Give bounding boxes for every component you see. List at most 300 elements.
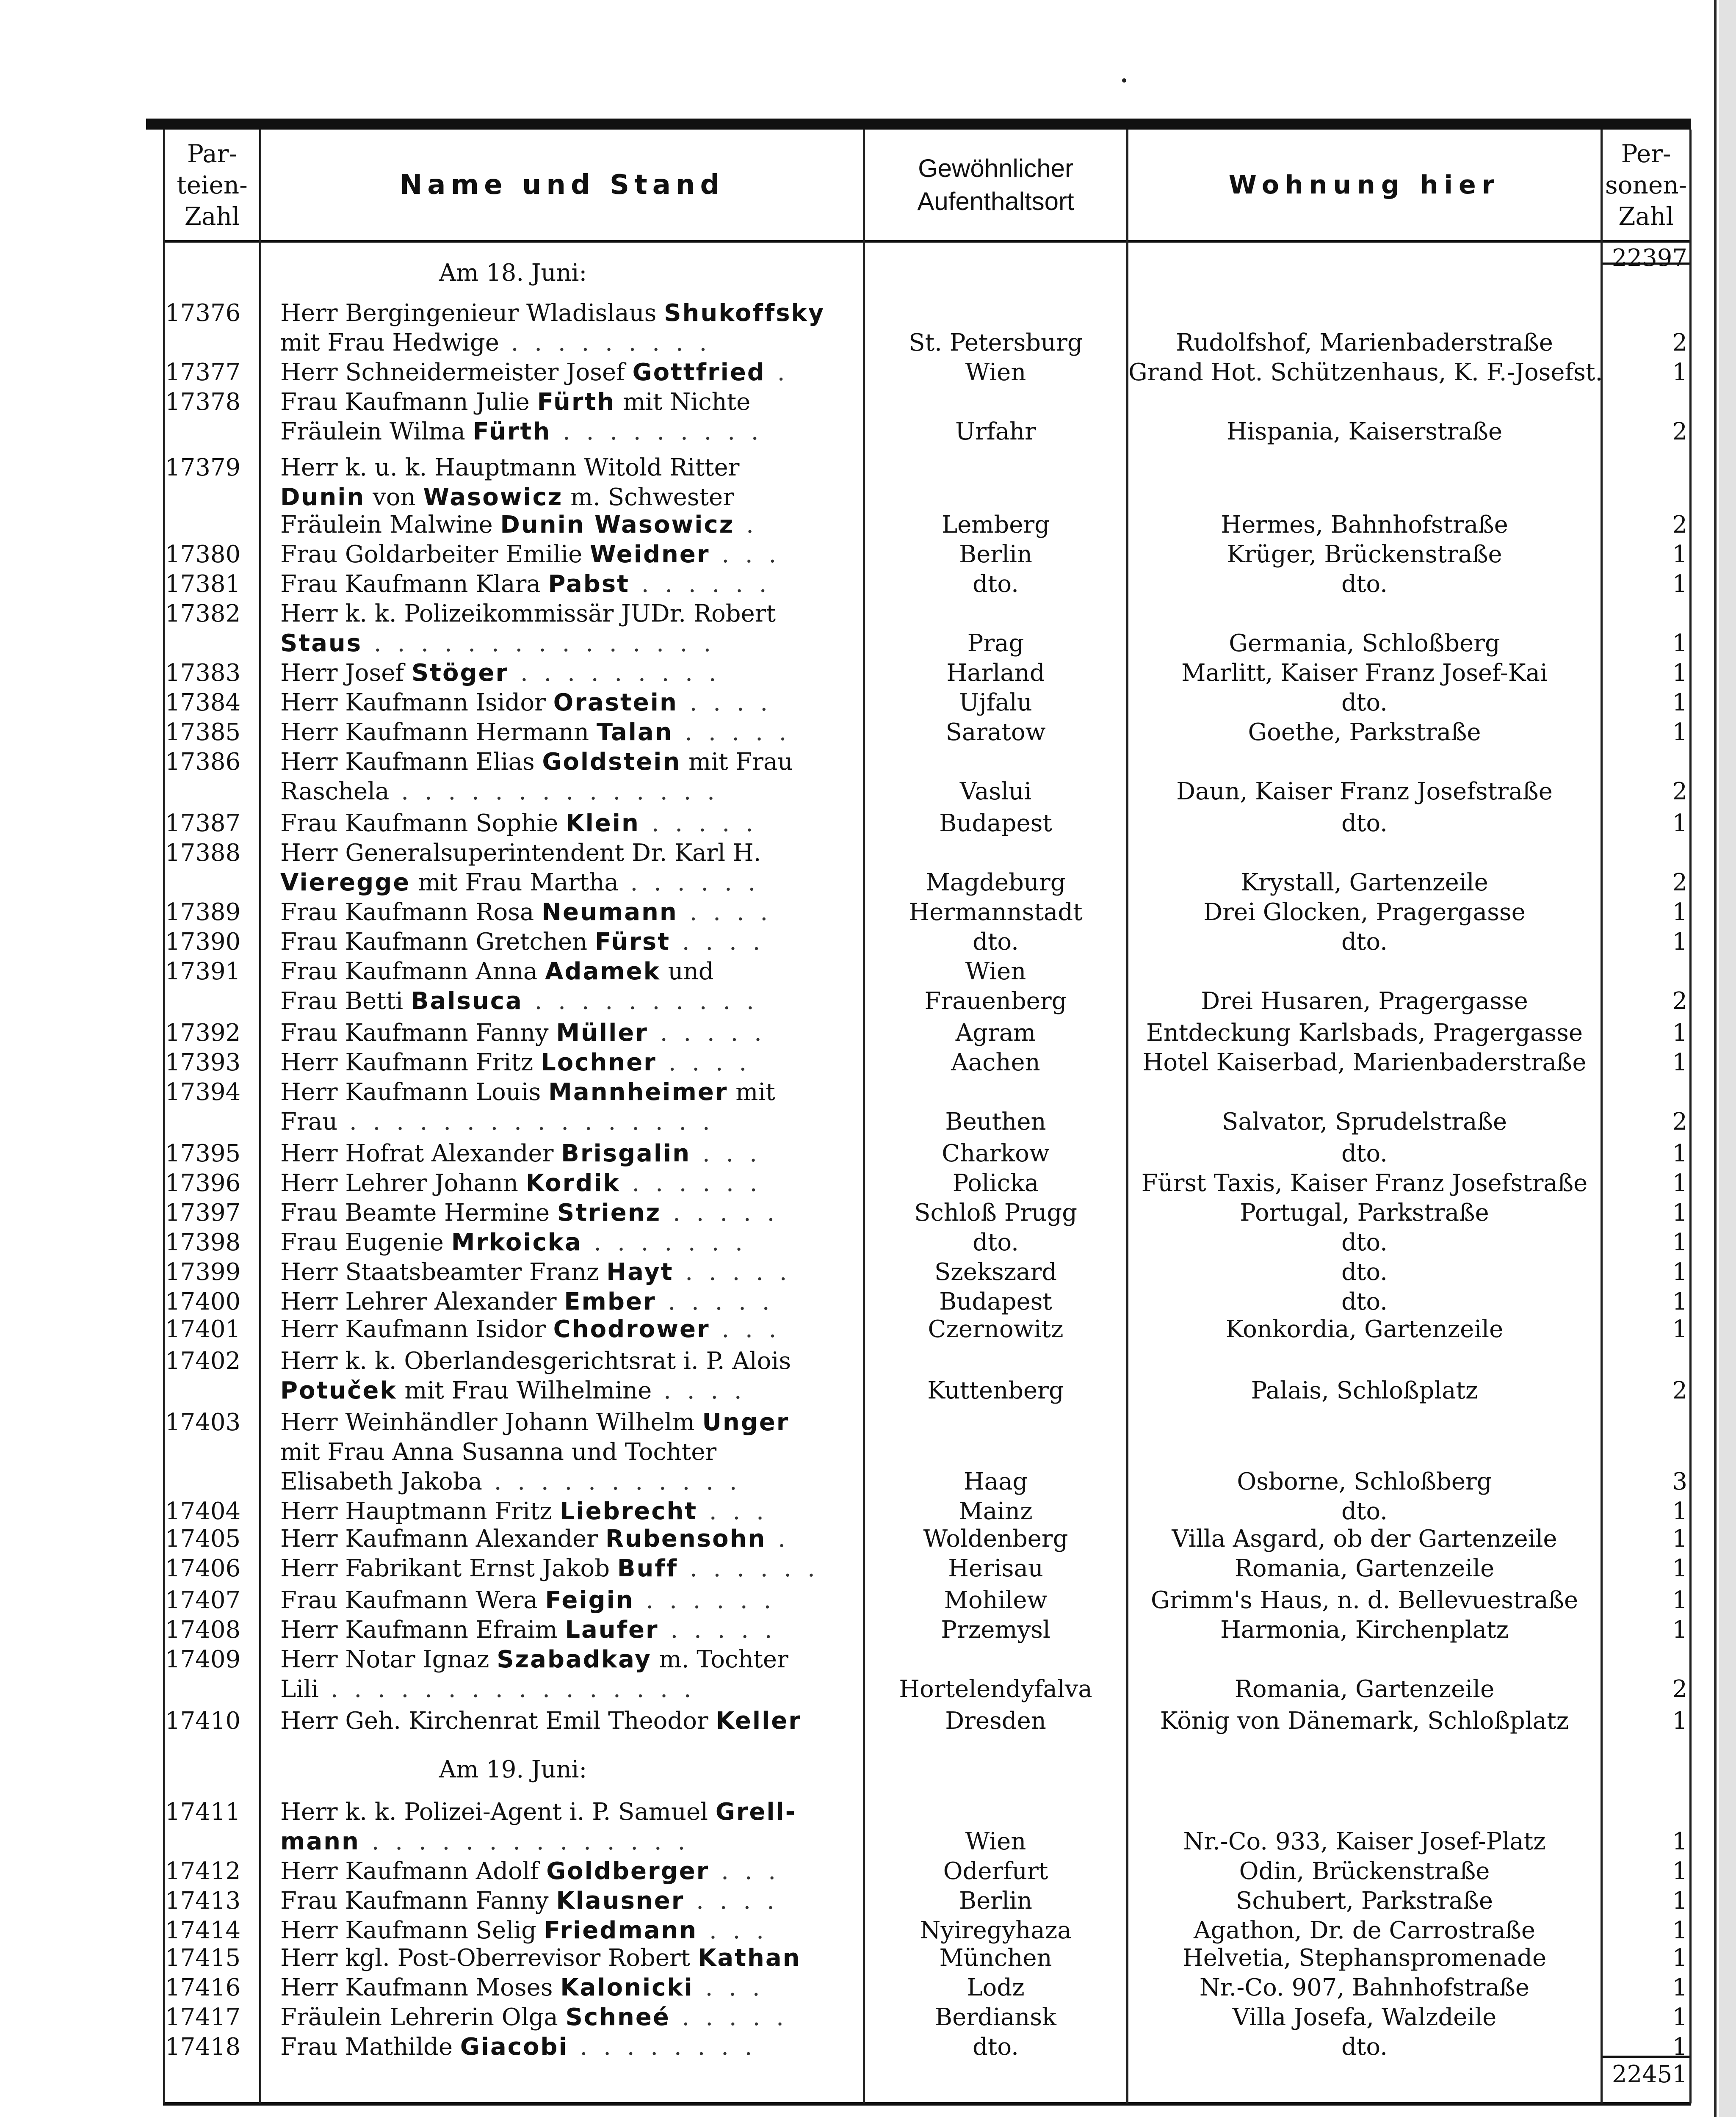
guest-name: Staus . . . . . . . . . . . . . . . [280, 630, 716, 657]
party-number: 17390 [165, 928, 241, 956]
origin: Aachen [951, 1049, 1040, 1076]
guest-name: Dunin von Wasowicz m. Schwester [280, 484, 734, 511]
entry-row [163, 1408, 1691, 1437]
header-rule [163, 240, 1691, 243]
party-number: 17377 [165, 359, 241, 386]
party-number: 17381 [165, 570, 241, 598]
party-number: 17384 [165, 689, 241, 716]
guest-name: Frau Eugenie Mrkoicka . . . . . . . [280, 1229, 747, 1256]
entry-row [163, 1107, 1691, 1137]
person-count: 1 [1672, 1288, 1687, 1316]
origin: Berlin [959, 1887, 1032, 1915]
entry-row [163, 1706, 1691, 1736]
guest-name: Fräulein Lehrerin Olga Schneé . . . . . [280, 2004, 788, 2031]
lodging: Odin, Brückenstraße [1239, 1857, 1490, 1885]
origin: Policka [952, 1169, 1039, 1197]
entry-row [163, 1497, 1691, 1526]
entry-row [163, 898, 1691, 927]
origin: Prag [967, 630, 1024, 657]
party-number: 17394 [165, 1078, 241, 1106]
guest-name: Herr Kaufmann Efraim Laufer . . . . . [280, 1616, 777, 1644]
entry-row [163, 747, 1691, 777]
lodging: Salvator, Sprudelstraße [1222, 1108, 1507, 1136]
guest-name: Frau Goldarbeiter Emilie Weidner . . . [280, 541, 781, 568]
guest-name: Raschela . . . . . . . . . . . . . . [280, 778, 719, 805]
person-count: 3 [1672, 1468, 1687, 1495]
entry-row [163, 1169, 1691, 1198]
guest-name: Herr Bergingenieur Wladislaus Shukoffsky [280, 299, 825, 327]
guest-name: Herr Schneidermeister Josef Gottfried . [280, 359, 789, 386]
party-number: 17396 [165, 1169, 241, 1197]
person-count: 1 [1672, 1498, 1687, 1525]
origin: Magdeburg [926, 869, 1066, 896]
entry-row [163, 1827, 1691, 1857]
guest-name: Elisabeth Jakoba . . . . . . . . . . . [280, 1468, 741, 1495]
person-count: 1 [1672, 1887, 1687, 1915]
guest-name: Frau Kaufmann Rosa Neumann . . . . [280, 898, 772, 926]
guest-name: Herr Kaufmann Adolf Goldberger . . . [280, 1857, 780, 1885]
origin: dto. [973, 570, 1019, 598]
party-number: 17413 [165, 1887, 241, 1915]
origin: Nyiregyhaza [920, 1917, 1072, 1944]
entry-row [163, 629, 1691, 658]
entry-row [163, 868, 1691, 898]
entry-row [163, 1198, 1691, 1228]
lodging: dto. [1341, 1258, 1388, 1286]
guest-name: Herr Kaufmann Alexander Rubensohn . [280, 1525, 790, 1553]
person-count: 1 [1672, 898, 1687, 926]
entry-row [163, 1645, 1691, 1675]
entry-row [163, 1228, 1691, 1257]
entry-row [163, 957, 1691, 987]
entry-row [163, 569, 1691, 599]
end-total: 22451 [1612, 2061, 1687, 2088]
lodging: Hispania, Kaiserstraße [1226, 418, 1503, 445]
party-number: 17412 [165, 1857, 241, 1885]
guest-name: Frau Kaufmann Wera Feigin . . . . . . [280, 1586, 776, 1614]
header-usual-residence: Gewöhnlicher Aufenthaltsort [917, 154, 1074, 216]
lodging: dto. [1341, 810, 1388, 837]
party-number: 17410 [165, 1707, 241, 1735]
guest-name: Herr Lehrer Johann Kordik . . . . . . [280, 1169, 762, 1197]
entry-row [163, 777, 1691, 807]
person-count: 1 [1672, 810, 1687, 837]
entry-row [163, 358, 1691, 387]
guest-name: Herr Kaufmann Hermann Talan . . . . . [280, 719, 791, 746]
date-heading-row [163, 258, 1691, 288]
person-count: 1 [1672, 570, 1687, 598]
guest-name: Herr Kaufmann Isidor Chodrower . . . [280, 1316, 781, 1343]
lodging: dto. [1341, 928, 1388, 956]
person-count: 1 [1672, 1049, 1687, 1076]
person-count: 1 [1672, 719, 1687, 746]
lodging: Daun, Kaiser Franz Josefstraße [1176, 778, 1553, 805]
entry-row [163, 1048, 1691, 1078]
origin: Hortelendyfalva [899, 1675, 1092, 1703]
origin: Wien [965, 359, 1026, 386]
party-number: 17416 [165, 1974, 241, 2001]
origin: Harland [946, 659, 1045, 687]
party-number: 17389 [165, 898, 241, 926]
person-count: 1 [1672, 659, 1687, 687]
guest-name: Herr Staatsbeamter Franz Hayt . . . . . [280, 1258, 791, 1286]
guest-name: Herr Lehrer Alexander Ember . . . . . [280, 1288, 774, 1316]
person-count: 1 [1672, 630, 1687, 657]
entry-row [163, 483, 1691, 512]
guest-name: Frau Kaufmann Klara Pabst . . . . . . [280, 570, 771, 598]
guest-name: mit Frau Hedwige . . . . . . . . . [280, 329, 711, 357]
lodging: dto. [1341, 1498, 1388, 1525]
guest-name: Herr Fabrikant Ernst Jakob Buff . . . . . . [280, 1555, 819, 1582]
person-count: 1 [1672, 1229, 1687, 1256]
origin: Ujfalu [959, 689, 1032, 716]
party-number: 17397 [165, 1199, 241, 1227]
guest-name: Vieregge mit Frau Martha . . . . . . [280, 869, 760, 896]
person-count: 1 [1672, 1140, 1687, 1167]
origin: Urfahr [955, 418, 1036, 445]
lodging: Schubert, Parkstraße [1236, 1887, 1493, 1915]
person-count: 2 [1672, 329, 1687, 357]
person-count: 1 [1672, 1828, 1687, 1855]
person-count: 1 [1672, 1169, 1687, 1197]
party-number: 17380 [165, 541, 241, 568]
lodging: Grand Hot. Schützenhaus, K. F.-Josefst. [1128, 359, 1603, 386]
person-count: 1 [1672, 1857, 1687, 1885]
entry-row [163, 1287, 1691, 1317]
lodging: Nr.-Co. 933, Kaiser Josef-Platz [1183, 1828, 1546, 1855]
person-count: 1 [1672, 2004, 1687, 2031]
origin: Czernowitz [928, 1316, 1064, 1343]
lodging: Rudolfshof, Marienbaderstraße [1176, 329, 1553, 357]
guest-name: mann . . . . . . . . . . . . . . [280, 1828, 690, 1855]
guest-name: Herr Kaufmann Moses Kalonicki . . . [280, 1974, 764, 2001]
person-count: 1 [1672, 928, 1687, 956]
entry-row [163, 328, 1691, 358]
person-count: 1 [1672, 1525, 1687, 1553]
origin: Szekszard [934, 1258, 1057, 1286]
person-count: 1 [1672, 1019, 1687, 1047]
origin: Budapest [939, 1288, 1052, 1316]
origin: Woldenberg [923, 1525, 1068, 1553]
party-number: 17392 [165, 1019, 241, 1047]
entry-row [163, 1675, 1691, 1704]
lodging: Romania, Gartenzeile [1234, 1555, 1495, 1582]
entry-row [163, 1916, 1691, 1946]
person-count: 2 [1672, 418, 1687, 445]
guest-name: Herr kgl. Post-Oberrevisor Robert Kathan [280, 1944, 801, 1972]
origin: Agram [955, 1019, 1036, 1047]
party-number: 17393 [165, 1049, 241, 1076]
person-count: 1 [1672, 1555, 1687, 1582]
person-count: 2 [1672, 869, 1687, 896]
lodging: Helvetia, Stephanspromenade [1182, 1944, 1547, 1972]
origin: Berlin [959, 541, 1032, 568]
guest-name: Herr Kaufmann Isidor Orastein . . . . [280, 689, 772, 716]
entry-row [163, 809, 1691, 838]
lodging: Goethe, Parkstraße [1248, 719, 1481, 746]
origin: Mainz [959, 1498, 1033, 1525]
entry-row [163, 1018, 1691, 1048]
entry-row [163, 1315, 1691, 1344]
guest-name: Herr Weinhändler Johann Wilhelm Unger [280, 1409, 790, 1436]
lodging: Portugal, Parkstraße [1240, 1199, 1489, 1227]
lodging: König von Dänemark, Schloßplatz [1160, 1707, 1569, 1735]
party-number: 17382 [165, 600, 241, 627]
person-count: 2 [1672, 1675, 1687, 1703]
origin: Dresden [945, 1707, 1046, 1735]
party-number: 17388 [165, 839, 241, 867]
guest-name: Herr k. k. Oberlandesgerichtsrat i. P. Alois [280, 1347, 791, 1375]
person-count: 1 [1672, 1199, 1687, 1227]
entry-row [163, 838, 1691, 868]
party-number: 17385 [165, 719, 241, 746]
lodging: dto. [1341, 689, 1388, 716]
origin: Wien [965, 1828, 1026, 1855]
entry-row [163, 1437, 1691, 1467]
party-number: 17415 [165, 1944, 241, 1972]
guest-name: Frau Beamte Hermine Strienz . . . . . [280, 1199, 779, 1227]
end-total-row [163, 2060, 1691, 2089]
lodging: Palais, Schloßplatz [1251, 1377, 1478, 1404]
origin: Saratow [945, 719, 1046, 746]
guest-name: Herr Generalsuperintendent Dr. Karl H. [280, 839, 761, 867]
lodging: Hotel Kaiserbad, Marienbaderstraße [1142, 1049, 1587, 1076]
lodging: Osborne, Schloßberg [1237, 1468, 1492, 1495]
party-number: 17418 [165, 2033, 241, 2061]
person-count: 1 [1672, 1316, 1687, 1343]
entry-row [163, 1524, 1691, 1554]
lodging: Villa Josefa, Walzdeile [1232, 2004, 1497, 2031]
entry-row [163, 298, 1691, 328]
person-count: 1 [1672, 1974, 1687, 2001]
party-number: 17386 [165, 748, 241, 776]
guest-name: Frau Kaufmann Julie Fürth mit Nichte [280, 388, 751, 416]
guest-name: Lili . . . . . . . . . . . . . . . . [280, 1675, 696, 1703]
origin: Lodz [967, 1974, 1025, 2001]
header-person-count: Per- sonen- Zahl [1605, 139, 1687, 231]
bottom-rule [163, 2102, 1691, 2106]
date-heading-row [163, 1755, 1691, 1785]
origin: Beuthen [945, 1108, 1046, 1136]
entry-row [163, 1078, 1691, 1107]
lodging: dto. [1341, 1140, 1388, 1167]
guest-name: Herr k. k. Polizeikommissär JUDr. Robert [280, 600, 776, 627]
party-number: 17379 [165, 454, 241, 481]
guest-name: mit Frau Anna Susanna und Tochter [280, 1438, 717, 1466]
person-count: 1 [1672, 1944, 1687, 1972]
entry-row [163, 1973, 1691, 2003]
guest-name: Herr k. u. k. Hauptmann Witold Ritter [280, 454, 740, 481]
lodging: dto. [1341, 1288, 1388, 1316]
lodging: Krüger, Brückenstraße [1227, 541, 1502, 568]
person-count: 2 [1672, 1108, 1687, 1136]
guest-name: Frau Mathilde Giacobi . . . . . . . . [280, 2033, 757, 2061]
party-number: 17376 [165, 299, 241, 327]
entry-row [163, 1615, 1691, 1645]
entry-row [163, 927, 1691, 957]
lodging: dto. [1341, 570, 1388, 598]
guest-name: Fräulein Wilma Fürth . . . . . . . . . [280, 418, 763, 445]
person-count: 1 [1672, 541, 1687, 568]
party-number: 17398 [165, 1229, 241, 1256]
party-number: 17401 [165, 1316, 241, 1343]
entry-row [163, 1346, 1691, 1376]
entry-row [163, 1586, 1691, 1615]
lodging: Fürst Taxis, Kaiser Franz Josefstraße [1141, 1169, 1588, 1197]
lodging: Entdeckung Karlsbads, Pragergasse [1146, 1019, 1583, 1047]
person-count: 1 [1672, 359, 1687, 386]
party-number: 17383 [165, 659, 241, 687]
guest-name: Herr Hauptmann Fritz Liebrecht . . . [280, 1498, 768, 1525]
party-number: 17378 [165, 388, 241, 416]
origin: Frauenberg [924, 987, 1067, 1015]
origin: Hermannstadt [909, 898, 1083, 926]
person-count: 2 [1672, 1377, 1687, 1404]
guest-name: Herr Kaufmann Louis Mannheimer mit [280, 1078, 775, 1106]
lodging: Drei Husaren, Pragergasse [1201, 987, 1528, 1015]
person-count: 2 [1672, 987, 1687, 1015]
guest-name: Herr Kaufmann Fritz Lochner . . . . [280, 1049, 751, 1076]
guest-name: Herr Josef Stöger . . . . . . . . . [280, 659, 721, 687]
entry-row [163, 1857, 1691, 1886]
party-number: 17411 [165, 1798, 241, 1826]
origin: Wien [965, 958, 1026, 985]
entry-row [163, 1554, 1691, 1584]
entry-row [163, 599, 1691, 629]
header-lodging-here: Wohnung hier [1228, 170, 1501, 200]
party-number: 17387 [165, 810, 241, 837]
party-number: 17402 [165, 1347, 241, 1375]
guest-name: Herr Notar Ignaz Szabadkay m. Tochter [280, 1646, 788, 1673]
lodging: Nr.-Co. 907, Bahnhofstraße [1199, 1974, 1530, 2001]
header-name-and-status: Name und Stand [399, 169, 725, 201]
guest-name: Herr Geh. Kirchenrat Emil Theodor Keller [280, 1707, 802, 1735]
lodging: Konkordia, Gartenzeile [1225, 1316, 1504, 1343]
party-number: 17400 [165, 1288, 241, 1316]
party-number: 17409 [165, 1646, 241, 1673]
person-count: 2 [1672, 778, 1687, 805]
origin: Haag [963, 1468, 1028, 1495]
party-number: 17403 [165, 1409, 241, 1436]
guest-name: Herr Kaufmann Selig Friedmann . . . [280, 1917, 768, 1944]
party-number: 17407 [165, 1586, 241, 1614]
origin: Budapest [939, 810, 1052, 837]
entry-row [163, 387, 1691, 417]
origin: Lemberg [941, 511, 1050, 539]
origin: dto. [973, 2033, 1019, 2061]
entry-row [163, 658, 1691, 688]
person-count: 1 [1672, 1917, 1687, 1944]
guest-name: Frau . . . . . . . . . . . . . . . . [280, 1108, 714, 1136]
origin: Mohilew [944, 1586, 1048, 1614]
origin: Oderfurt [943, 1857, 1048, 1885]
guest-name: Herr Hofrat Alexander Brisgalin . . . [280, 1140, 761, 1167]
party-number: 17417 [165, 2004, 241, 2031]
guest-name: Potuček mit Frau Wilhelmine . . . . [280, 1377, 746, 1404]
party-number: 17399 [165, 1258, 241, 1286]
party-number: 17408 [165, 1616, 241, 1644]
guest-name: Herr Kaufmann Elias Goldstein mit Frau [280, 748, 793, 776]
entry-row [163, 688, 1691, 718]
entry-row [163, 1886, 1691, 1916]
date-heading: Am 18. Juni: [439, 259, 587, 287]
lodging: Germania, Schloßberg [1229, 630, 1500, 657]
origin: dto. [973, 1229, 1019, 1256]
entry-row [163, 417, 1691, 447]
entry-row [163, 1467, 1691, 1497]
origin: Charkow [942, 1140, 1050, 1167]
lodging: Krystall, Gartenzeile [1241, 869, 1488, 896]
origin: Przemysl [941, 1616, 1050, 1644]
origin: St. Petersburg [909, 329, 1083, 357]
guest-name: Fräulein Malwine Dunin Wasowicz . [280, 511, 758, 539]
person-count: 1 [1672, 689, 1687, 716]
entry-row [163, 1139, 1691, 1169]
entry-row [163, 1943, 1691, 1973]
guest-name: Herr k. k. Polizei-Agent i. P. Samuel Grell- [280, 1798, 797, 1826]
person-count: 1 [1672, 1707, 1687, 1735]
lodging: Harmonia, Kirchenplatz [1220, 1616, 1509, 1644]
party-number: 17405 [165, 1525, 241, 1553]
entry-row [163, 987, 1691, 1016]
entry-row [163, 1257, 1691, 1287]
top-rule [146, 119, 1691, 130]
party-number: 17391 [165, 958, 241, 985]
person-count: 2 [1672, 511, 1687, 539]
origin: Vaslui [959, 778, 1032, 805]
lodging: Marlitt, Kaiser Franz Josef-Kai [1181, 659, 1548, 687]
party-number: 17395 [165, 1140, 241, 1167]
guest-name: Frau Kaufmann Anna Adamek und [280, 958, 714, 985]
lodging: Grimm's Haus, n. d. Bellevuestraße [1150, 1586, 1578, 1614]
entry-row [163, 1376, 1691, 1406]
person-count: 1 [1672, 1616, 1687, 1644]
date-heading: Am 19. Juni: [439, 1756, 587, 1783]
lodging: Villa Asgard, ob der Gartenzeile [1172, 1525, 1557, 1553]
entry-row [163, 540, 1691, 569]
guest-name: Frau Betti Balsuca . . . . . . . . . . [280, 987, 758, 1015]
guest-name: Frau Kaufmann Fanny Klausner . . . . [280, 1887, 779, 1915]
lodging: Agathon, Dr. de Carrostraße [1194, 1917, 1535, 1944]
party-number: 17414 [165, 1917, 241, 1944]
person-count: 1 [1672, 1586, 1687, 1614]
lodging: Romania, Gartenzeile [1234, 1675, 1495, 1703]
origin: Berdiansk [935, 2004, 1056, 2031]
entry-row [163, 2003, 1691, 2032]
entry-row [163, 453, 1691, 483]
person-count: 1 [1672, 2033, 1687, 2061]
entry-row [163, 1797, 1691, 1827]
header-party-number: Par- teien- Zahl [177, 139, 248, 231]
origin: München [939, 1944, 1052, 1972]
entry-row [163, 2032, 1691, 2062]
guest-name: Frau Kaufmann Fanny Müller . . . . . [280, 1019, 766, 1047]
carry-total: 22397 [1612, 244, 1687, 272]
guest-name: Frau Kaufmann Sophie Klein . . . . . [280, 810, 757, 837]
party-number: 17406 [165, 1555, 241, 1582]
entry-row [163, 510, 1691, 540]
lodging: Hermes, Bahnhofstraße [1221, 511, 1508, 539]
origin: Kuttenberg [927, 1377, 1064, 1404]
lodging: dto. [1341, 2033, 1388, 2061]
party-number: 17404 [165, 1498, 241, 1525]
person-count: 1 [1672, 1258, 1687, 1286]
entry-row [163, 718, 1691, 747]
origin: Schloß Prugg [914, 1199, 1077, 1227]
lodging: dto. [1341, 1229, 1388, 1256]
origin: Herisau [948, 1555, 1043, 1582]
origin: dto. [973, 928, 1019, 956]
